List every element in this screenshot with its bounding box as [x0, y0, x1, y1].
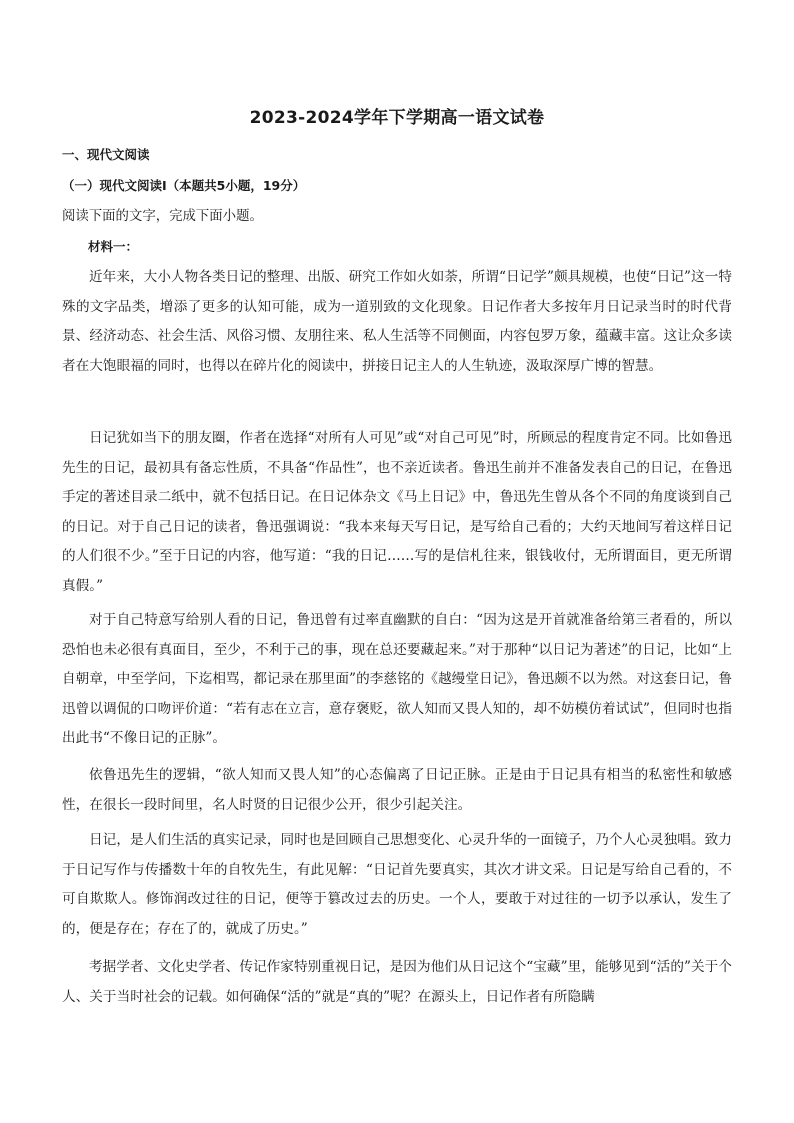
- material-label: 材料一：: [88, 239, 139, 254]
- reading-instruction: 阅读下面的文字，完成下面小题。: [62, 209, 263, 224]
- paragraph-4: 依鲁迅先生的逻辑，“欲人知而又畏人知”的心态偏离了日记正脉。正是由于日记具有相当的私密性和敏感性，在很长一段时间里，名人时贤的日记很少公开，很少引起关注。: [62, 767, 732, 813]
- paragraph-2: 日记犹如当下的朋友圈，作者在选择“对所有人可见”或“对自己可见”时，所顾忌的程度肯定不同。比如鲁迅先生的日记，最初具有备忘性质，不具备“作品性”，也不亲近读者。鲁迅生前并不准备发表自己的日记，在鲁迅手定的著述目录二纸中，就不包括日记。在日记体杂文《马上日记》中，鲁迅先生曾从各个不同的角度谈到自己的日记。对于自己日记的读者，鲁迅强调说：“我本来每天写日记，是写给自己看的；大约天地间写着这样日记的人们很不少。”至于日记的内容，他写道：“我的日记……写的是信札往来，银钱收付，无所谓面目，更无所谓真假。”: [62, 430, 732, 594]
- paragraph-5: 日记，是人们生活的真实记录，同时也是回顾自己思想变化、心灵升华的一面镜子，乃个人心灵独唱。致力于日记写作与传播数十年的自牧先生，有此见解：“日记首先要真实，其次才讲文采。日记是写给自己看的，不可自欺欺人。修饰润改过往的日记，便等于篡改过去的历史。一个人，要敢于对过往的一切予以承认，发生了的，便是存在；存在了的，就成了历史。”: [62, 832, 732, 937]
- paragraph-3: 对于自己特意写给别人看的日记，鲁迅曾有过率直幽默的自白：“因为这是开首就准备给第三者看的，所以恐怕也未必很有真面目，至少，不利于己的事，现在总还要藏起来。”对于那种“以日记为著述”的日记，比如“上自朝章，中至学问，下迄相骂，都记录在那里面”的李慈铭的《越缦堂日记》，鲁迅颇不以为然。对这套日记，鲁迅曾以调侃的口吻评价道：“若有志在立言，意存褒贬，欲人知而又畏人知的，却不妨模仿着试试”，但同时也指出此书“不像日记的正脉”。: [62, 612, 732, 746]
- exam-title: 2023-2024学年下学期高一语文试卷: [249, 108, 545, 128]
- paragraph-6: 考据学者、文化史学者、传记作家特别重视日记，是因为他们从日记这个“宝藏”里，能够见到“活的”关于个人、关于当时社会的记载。如何确保“活的”就是“真的”呢？在源头上，日记作者有所隐瞒: [62, 959, 732, 1005]
- section-heading: 一、现代文阅读: [62, 147, 150, 162]
- subsection-heading: （一）现代文阅读Ⅰ（本题共5小题，19分）: [62, 178, 306, 193]
- exam-page: [62, 0, 732, 1123]
- paragraph-1: 近年来，大小人物各类日记的整理、出版、研究工作如火如荼，所谓“日记学”颇具规模，也使“日记”这一特殊的文字品类，增添了更多的认知可能，成为一道别致的文化现象。日记作者大多按年月日记录当时的时代背景、经济动态、社会生活、风俗习惯、友朋往来、私人生活等不同侧面，内容包罗万象，蕴藏丰富。这让众多读者在大饱眼福的同时，也得以在碎片化的阅读中，拼接日记主人的人生轨迹，汲取深厚广博的智慧。: [62, 269, 732, 374]
